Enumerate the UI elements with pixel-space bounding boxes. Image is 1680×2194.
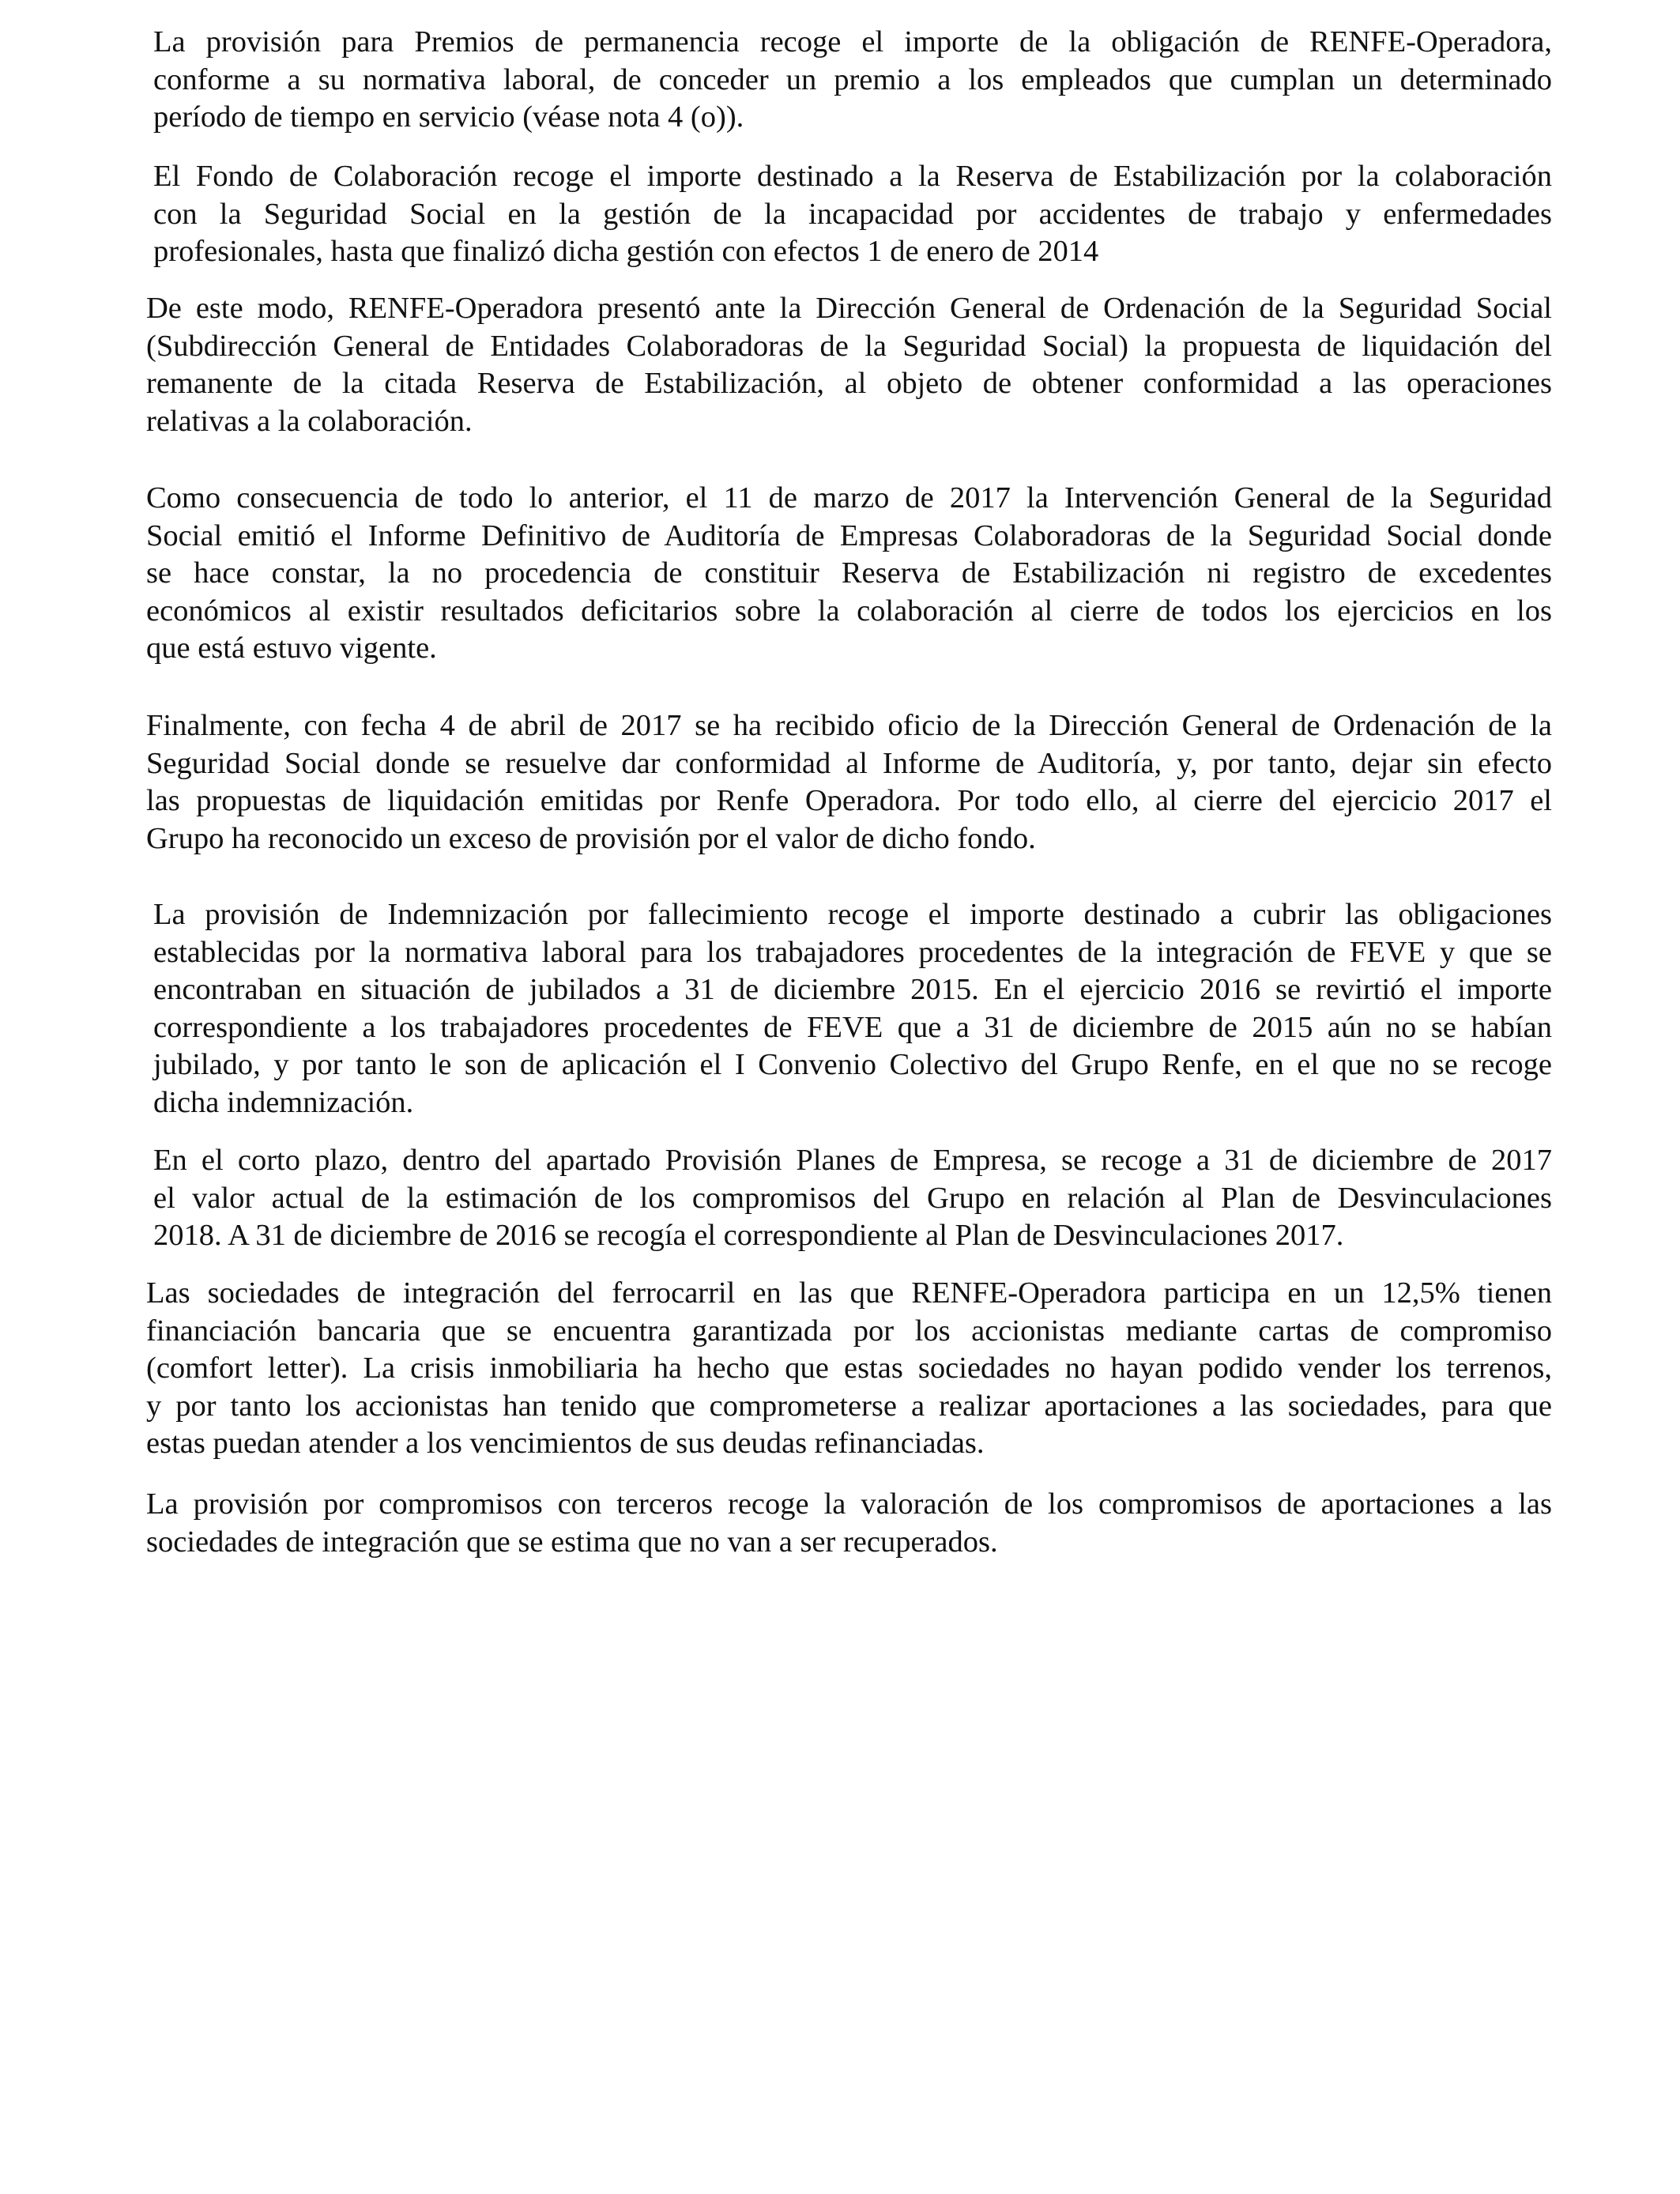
paragraph-line: período de tiempo en servicio (véase nota 4 (o)). bbox=[153, 100, 744, 134]
paragraph-line: En el corto plazo, dentro del apartado Provisión Planes de Empresa, se recoge a 31 de diciembre de 2017 bbox=[153, 1144, 1552, 1177]
paragraph-line: Finalmente, con fecha 4 de abril de 2017 se ha recibido oficio de la Dirección General de Ordenación de la bbox=[146, 709, 1552, 742]
paragraph-line: el valor actual de la estimación de los compromisos del Grupo en relación al Plan de Desvinculaciones bbox=[153, 1181, 1552, 1215]
paragraph-line: profesionales, hasta que finalizó dicha gestión con efectos 1 de enero de 2014 bbox=[153, 235, 1099, 268]
paragraph-line: (Subdirección General de Entidades Colaboradoras de la Seguridad Social) la propuesta de liquidación del bbox=[146, 329, 1552, 363]
paragraph-line: conforme a su normativa laboral, de conceder un premio a los empleados que cumplan un determinado bbox=[153, 62, 1552, 96]
paragraph-conformidad bbox=[146, 707, 1552, 858]
paragraph-line: financiación bancaria que se encuentra garantizada por los accionistas mediante cartas de compromiso bbox=[146, 1314, 1552, 1348]
paragraph-propuesta-liquidacion bbox=[146, 290, 1552, 440]
paragraph-line: Seguridad Social donde se resuelve dar conformidad al Informe de Auditoría, y, por tanto, dejar sin efecto bbox=[146, 746, 1552, 780]
paragraph-line: La provisión para Premios de permanencia recoge el importe de la obligación de RENFE-Operadora, bbox=[153, 25, 1552, 58]
paragraph-line: La provisión de Indemnización por fallecimiento recoge el importe destinado a cubrir las obligaciones bbox=[153, 898, 1552, 931]
paragraph-informe-auditoria bbox=[146, 480, 1552, 668]
paragraph-line: (comfort letter). La crisis inmobiliaria ha hecho que estas sociedades no hayan podido vender los terrenos, bbox=[146, 1351, 1552, 1385]
paragraph-indemnizacion-fallecimiento bbox=[153, 896, 1552, 1122]
paragraph-line: estas puedan atender a los vencimientos de sus deudas refinanciadas. bbox=[146, 1427, 985, 1460]
paragraph-line: 2018. A 31 de diciembre de 2016 se recogía el correspondiente al Plan de Desvinculaciones 2017. bbox=[153, 1219, 1344, 1252]
paragraph-planes-empresa bbox=[153, 1142, 1552, 1255]
paragraph-line: se hace constar, la no procedencia de constituir Reserva de Estabilización ni registro de excedentes bbox=[146, 556, 1552, 590]
paragraph-line: Las sociedades de integración del ferrocarril en las que RENFE-Operadora participa en un 12,5% tienen bbox=[146, 1276, 1552, 1310]
paragraph-compromisos-terceros bbox=[146, 1486, 1552, 1561]
paragraph-line: que está estuvo vigente. bbox=[146, 631, 437, 665]
paragraph-line: sociedades de integración que se estima que no van a ser recuperados. bbox=[146, 1525, 998, 1559]
paragraph-premios-permanencia bbox=[153, 24, 1552, 137]
paragraph-line: Como consecuencia de todo lo anterior, el 11 de marzo de 2017 la Intervención General de la Seguridad bbox=[146, 481, 1552, 515]
paragraph-line: El Fondo de Colaboración recoge el importe destinado a la Reserva de Estabilización por la colaboración bbox=[153, 160, 1552, 193]
paragraph-line: La provisión por compromisos con terceros recoge la valoración de los compromisos de aportaciones a las bbox=[146, 1487, 1552, 1521]
paragraph-line: encontraban en situación de jubilados a 31 de diciembre 2015. En el ejercicio 2016 se revirtió el importe bbox=[153, 973, 1552, 1006]
paragraph-line: Social emitió el Informe Definitivo de Auditoría de Empresas Colaboradoras de la Seguridad Social donde bbox=[146, 518, 1552, 552]
paragraph-line: remanente de la citada Reserva de Estabilización, al objeto de obtener conformidad a las operaciones bbox=[146, 367, 1552, 400]
paragraph-line: jubilado, y por tanto le son de aplicación el I Convenio Colectivo del Grupo Renfe, en el que no se recoge bbox=[153, 1048, 1552, 1081]
paragraph-fondo-colaboracion bbox=[153, 158, 1552, 271]
paragraph-line: las propuestas de liquidación emitidas por Renfe Operadora. Por todo ello, al cierre del ejercicio 2017 el bbox=[146, 784, 1552, 817]
paragraph-line: y por tanto los accionistas han tenido que comprometerse a realizar aportaciones a las sociedades, para que bbox=[146, 1389, 1552, 1423]
paragraph-line: dicha indemnización. bbox=[153, 1085, 414, 1119]
paragraph-line: establecidas por la normativa laboral para los trabajadores procedentes de la integración de FEVE y que se bbox=[153, 935, 1552, 969]
paragraph-sociedades-integracion bbox=[146, 1275, 1552, 1463]
paragraph-line: De este modo, RENFE-Operadora presentó ante la Dirección General de Ordenación de la Seguridad Social bbox=[146, 292, 1552, 325]
paragraph-line: económicos al existir resultados deficitarios sobre la colaboración al cierre de todos los ejercicios en los bbox=[146, 594, 1552, 628]
paragraph-line: correspondiente a los trabajadores procedentes de FEVE que a 31 de diciembre de 2015 aún no se habían bbox=[153, 1010, 1552, 1044]
paragraph-line: con la Seguridad Social en la gestión de la incapacidad por accidentes de trabajo y enfermedades bbox=[153, 197, 1552, 231]
paragraph-line: Grupo ha reconocido un exceso de provisión por el valor de dicho fondo. bbox=[146, 821, 1036, 855]
paragraph-line: relativas a la colaboración. bbox=[146, 404, 473, 438]
